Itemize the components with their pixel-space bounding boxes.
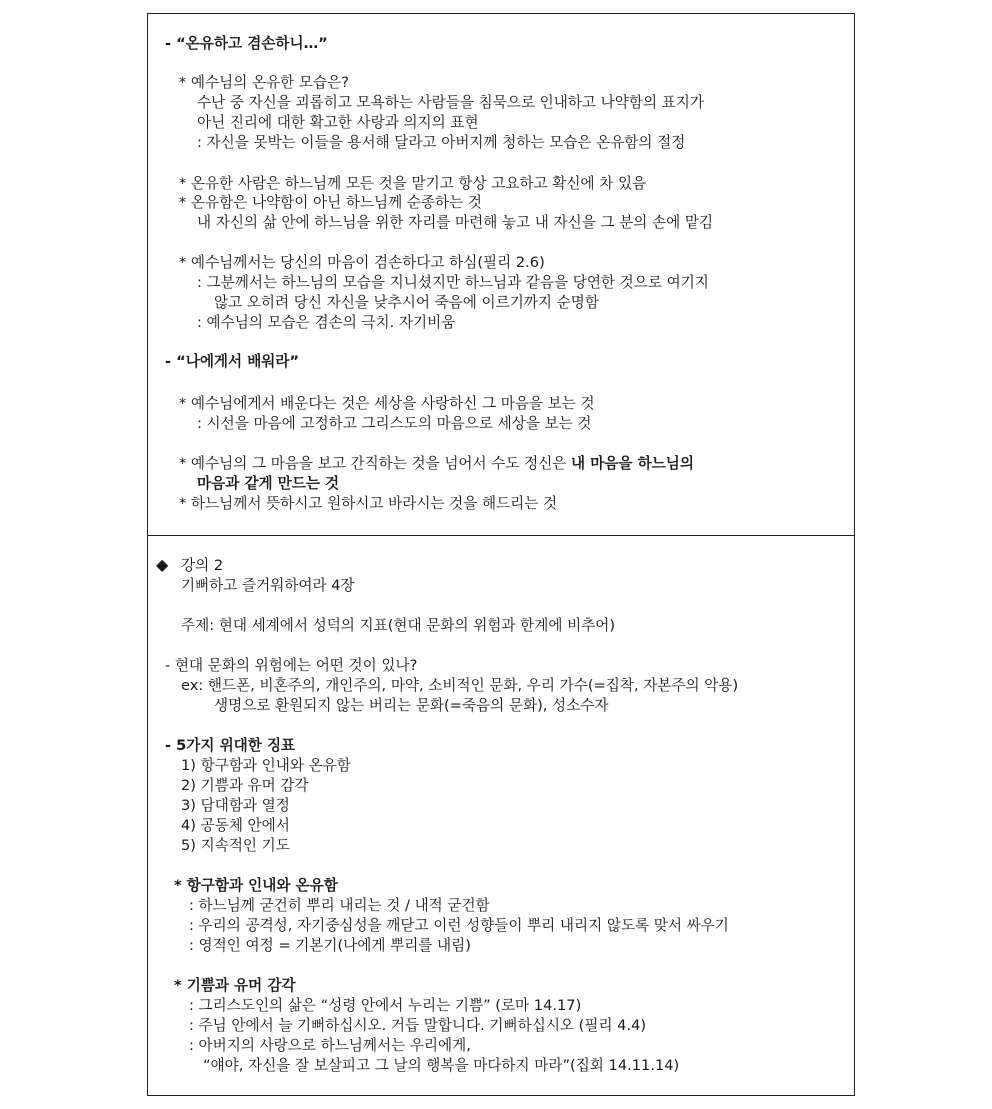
point-2-b: : 주님 안에서 늘 기뻐하십시오. 거듭 말합니다. 기뻐하십시오 (필리 4.4) xyxy=(189,1017,647,1034)
line-7: 내 자신의 삶 안에 하느님을 위한 자리를 마련해 놓고 내 자신을 그 분의 손에 맡김 xyxy=(197,214,714,231)
point-1-heading: * 항구함과 인내와 온유함 xyxy=(174,877,338,894)
lecture-subtitle: 기뻐하고 즐거워하여라 4장 xyxy=(181,577,355,594)
dangers-examples-cont: 생명으로 환원되지 않는 버리는 문화(=죽음의 문화), 성소수자 xyxy=(214,697,609,714)
point-2-d: “얘야, 자신을 잘 보살피고 그 날의 행복을 마다하지 마라”(집회 14.11.14) xyxy=(203,1057,680,1074)
line-5: * 온유한 사람은 하느님께 모든 것을 맡기고 항상 고요하고 확신에 차 있음 xyxy=(179,175,647,192)
lecture-title: 강의 2 xyxy=(181,557,224,574)
line-14-bold: 내 마음을 하느님의 xyxy=(571,455,694,472)
point-2-heading: * 기쁨과 유머 감각 xyxy=(174,977,296,994)
heading-learn-from-me: - “나에게서 배워라” xyxy=(165,353,300,370)
line-8: * 예수님께서는 당신의 마음이 겸손하다고 하심(필리 2.6) xyxy=(179,254,545,271)
line-12: * 예수님에게서 배운다는 것은 세상을 사랑하신 그 마음을 보는 것 xyxy=(179,395,595,412)
line-16: * 하느님께서 뜻하시고 원하시고 바라시는 것을 해드리는 것 xyxy=(179,495,558,512)
question-dangers: - 현대 문화의 위험에는 어떤 것이 있나? xyxy=(165,657,418,674)
sign-3: 3) 담대함과 열정 xyxy=(181,797,290,814)
line-2: 수난 중 자신을 괴롭히고 모욕하는 사람들을 침묵으로 인내하고 나약함의 표지가 xyxy=(197,94,704,111)
lecture-theme: 주제: 현대 세계에서 성덕의 지표(현대 문화의 위험과 한계에 비추어) xyxy=(181,617,616,634)
line-13: : 시선을 마음에 고정하고 그리스도의 마음으로 세상을 보는 것 xyxy=(197,415,592,432)
heading-five-signs: - 5가지 위대한 징표 xyxy=(165,737,296,754)
dangers-examples: ex: 핸드폰, 비혼주의, 개인주의, 마약, 소비적인 문화, 우리 가수(=집착, 자본주의 악용) xyxy=(181,677,739,694)
heading-gentle-humble: - “온유하고 겸손하니…” xyxy=(165,35,328,52)
point-1-b: : 우리의 공격성, 자기중심성을 깨닫고 이런 성향들이 뿌리 내리지 않도록 맞서 싸우기 xyxy=(189,917,729,934)
point-1-c: : 영적인 여정 = 기본기(나에게 뿌리를 내림) xyxy=(189,937,471,954)
point-1-a: : 하느님께 굳건히 뿌리 내리는 것 / 내적 굳건함 xyxy=(189,897,490,914)
line-6: * 온유함은 나약함이 아닌 하느님께 순종하는 것 xyxy=(179,194,482,211)
sign-5: 5) 지속적인 기도 xyxy=(181,837,290,854)
line-14-text: * 예수님의 그 마음을 보고 간직하는 것을 넘어서 수도 정신은 xyxy=(179,455,572,472)
line-3: 아닌 진리에 대한 확고한 사랑과 의지의 표현 xyxy=(197,114,479,131)
point-2-a: : 그리스도인의 삶은 “성령 안에서 누리는 기쁨” (로마 14.17) xyxy=(189,997,582,1014)
sign-4: 4) 공동체 안에서 xyxy=(181,817,290,834)
line-15-bold: 마음과 같게 만드는 것 xyxy=(197,475,340,492)
line-4: : 자신을 못박는 이들을 용서해 달라고 아버지께 청하는 모습은 온유함의 절정 xyxy=(197,134,686,151)
line-14 xyxy=(179,454,694,474)
line-1: * 예수님의 온유한 모습은? xyxy=(179,74,349,91)
line-10: 않고 오히려 당신 자신을 낮추시어 죽음에 이르기까지 순명함 xyxy=(214,294,599,311)
diamond-bullet-icon: ◆ xyxy=(156,555,169,574)
line-11: : 예수님의 모습은 겸손의 극치. 자기비움 xyxy=(197,314,456,331)
sign-2: 2) 기쁨과 유머 감각 xyxy=(181,777,309,794)
line-9: : 그분께서는 하느님의 모습을 지니셨지만 하느님과 같음을 당연한 것으로 여기지 xyxy=(197,274,709,291)
point-2-c: : 아버지의 사랑으로 하느님께서는 우리에게, xyxy=(189,1037,471,1054)
sign-1: 1) 항구함과 인내와 온유함 xyxy=(181,757,351,774)
